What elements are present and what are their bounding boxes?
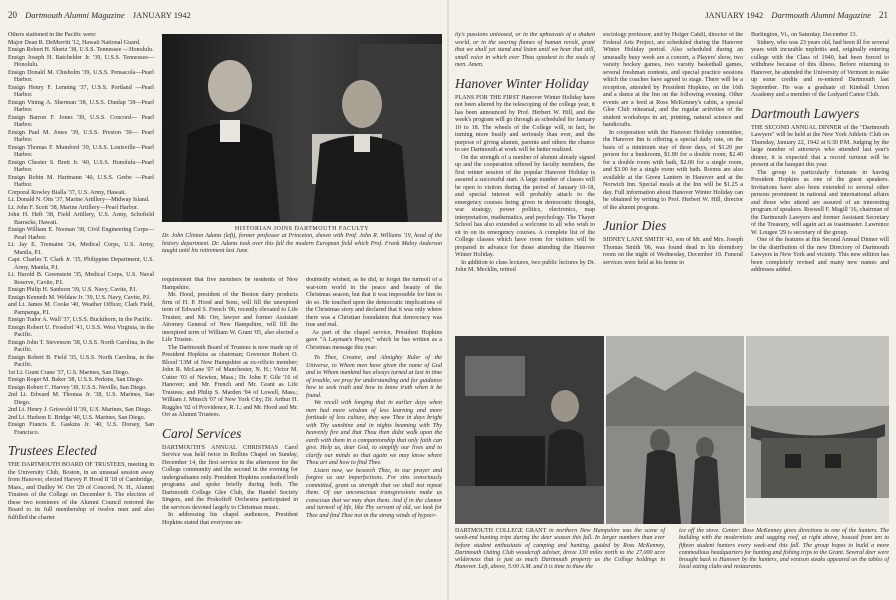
column-4 [455, 32, 595, 332]
list-item: Ensign Joseph H. Batchelder Jr. '39, U.S.S. Tennessee—Honolulu. [8, 54, 154, 68]
left-issue-date: JANUARY 1942 [132, 10, 191, 20]
list-item: Ensign Paul M. Jones '39, U.S.S. Preston '39— Pearl Harbor. [8, 129, 154, 143]
list-item: Major Dean R. DeMerritt '12, Hawaii National Guard. [8, 39, 141, 46]
faculty-photo [162, 34, 442, 222]
winter-text-5: In cooperation with the Hanover Holiday committee, the Hanover Inn is offering a special daily rate, on the basis of a minimum stay of three days, of $1.20 per person for a bunkroom, $1.80 for a double room, $2.40 for a double room with bath, $2.00 for a single room, and $3.00 for a single room with bath. Rooms are also available at the Green Lantern in Hanover and at the Norwich Inn. Special meals at the Inn will be $1.25 a day. Full information about Hanover Winter Holiday can be obtained by writing to Prof. Herbert W. Hill, director of the alumni program. [603, 129, 743, 211]
winter-holiday-heading: Hanover Winter Holiday [455, 75, 589, 91]
list-item: Ensign Roger M. Baker '38, U.S.S. Perkins, San Diego. [8, 377, 144, 383]
junior-dies-text: SIDNEY LANE SMITH '43, son of Mr. and Mrs. Joseph Thomas Smith '06, was found dead in his dormitory room on the night of Wednesday, December 10. Funeral services were held at his home in [603, 237, 743, 266]
prayer-verse-2: We recall with longing that in earlier days when men had more wisdom of less learning and more fortitude of less culture, they saw Thee in days bright with Thy sunshine and in nights beaming with Thy heavenly fire and that Thou then didst walk upon the earth with them in a companionship that only faith can give. Help us, dear God, to simplify our lives and to clarify our minds so that again we may know where Thou art and how to find Thee. [306, 400, 442, 466]
trustees-text: THE DARTMOUTH BOARD OF TRUSTEES, meeting in the University Club, Boston, in an unusual session away from Hanover, elected Harvey P. Hood II '18 of Cambridge, Mass., and Dudley W. Orr '29 of Concord, N. H., Alumni Trustees of the College on December 6. The election of these two nominees of the Alumni Council restored the Board to its full membership of twelve men and also fulfilled the charter [8, 462, 154, 521]
list-item: 2nd Lt. Henry J. Griswold II '39, U.S. Marines, San Diego. [8, 407, 152, 413]
right-page-header [705, 10, 888, 20]
list-item: Capt. Charles T. Clark Jr. '35, Philippine Department, U.S. Army, Manila, P.I. [8, 257, 154, 271]
list-item: Ensign Robert C. Harvey '38, U.S.S. Neville, San Diego. [8, 384, 147, 391]
column-3 [306, 277, 442, 598]
list-item: Ensign William E. Noonan '38, Civil Engineering Corps—Pearl Harbor. [8, 227, 154, 241]
winter-text-1: PLANS FOR THE FIRST Hanover Winter Holiday have not been altered by the telescoping of the college year, it has been announced by Prof. Herbert W. Hill, and the week's program will go through as scheduled for January 10 to 18. The wheels of the College will, in fact, be turning more busily and seriously than ever, and the purpose of giving alumni, parents and others the chance to see Dartmouth at work will be better realized. [455, 94, 595, 153]
list-item: 2nd Lt. Edward M. Thomas Jr. '38, U.S. Marines, San Diego. [8, 392, 154, 406]
list-item: Ensign Robert H. Shertz '38, U.S.S. Tennessee —Honolulu. [8, 47, 154, 53]
list-item: Ensign Philip H. Sanborn '39, U.S. Navy, Cavite, P.I. [8, 287, 138, 293]
list-item: and Lt. James M. Cooke '40, Weather Officer, Clark Field, Pampanga, P.I. [8, 302, 154, 316]
carol-text-3: doubtedly wished, as he did, to forget the turmoil of a war-torn world in the peace and beauty of the Christmas season, but that it was impossible for him to do so. He touched upon the democratic implications of the Christmas story and declared that it was only where there was a Christian foundation that democracy was true and real. [306, 277, 442, 328]
stationed-list [8, 40, 154, 438]
list-item: Lt. Donald N. Otis '37, Marine Artillery—Midway Island. [8, 197, 150, 203]
list-item: 1st Lt. Grant Crane '37, U.S. Marines, San Diego. [8, 369, 130, 376]
list-item: Ensign Robin M. Hartmann '40, U.S.S. Grebe —Pearl Harbor. [8, 174, 154, 188]
grant-caption-heading: DARTMOUTH COLLEGE GRANT [455, 528, 547, 534]
winter-text-4: sociology professor, and by Holger Cahill, director of the Federal Arts Project, are scheduled during the Hanover Winter Holiday period. Also scheduled during an unusually busy week are a concert, a Players' show, two varsity hockey games, two varsity basketball games, several freshman contests, and special practice sessions which the coaches have agreed to stage. There will be a reception, attended by President Hopkins, on the 16th and a dance at the Inn on the following evening. Other events are a feed at Ross McKenney's cabin, a special Glee Club rehearsal, and the regular activities of the student workshops in art, printing, natural science and handicrafts. [603, 32, 743, 128]
prayer-verse-3: Listen now, we beseech Thee, to our prayer and forgive us our imperfections. For sins consciously committed, grant us strength that we shall not repeat them. Of our unconscious transgressions make us conscious that we may shun them. And if in the clamor and turmoil of life, like Thy servant of old, we look for Thee and find Thee not in the strong winds of hypocr- [306, 467, 442, 519]
left-magazine-title: Dartmouth Alumni Magazine [25, 10, 125, 20]
list-item: Ensign Robert B. Field '35, U.S.S. North Carolina, in the Pacific. [8, 354, 154, 368]
trustees-cont-2: Mr. Hood, president of the Boston dairy products firm of H. P. Hood and Sons, will fill the unexpired term of Edward S. French '06, recently elevated to Life Trustee; and Mr. Orr, lawyer and former Assistant Attorney General of New Hampshire, will fill the unexpired term of William W. Grant '05, also elected a Life Trustee. [162, 292, 298, 343]
page-gutter [447, 0, 449, 600]
grant-caption-text-right: ice off the stove. Center: Ross McKenney gives directions to one of the hunters. The building with the modernistic and sagging roof, at right above, housed from ten to fifteen student hunters every week-end this fall. The group hopes to build a more commodious headquarters for hunting and fishing trips to the Grant. Several deer were brought back to Hanover by the hunters, and venison steaks appeared on the tables of local eating clubs and restaurants. [679, 528, 889, 571]
lawyers-text-1: THE SECOND ANNUAL DINNER of the "Dartmouth Lawyers" will be held at the New York Athletic Club on Thursday, January 22, 1942 at 6:30 P.M. Judging by the large number of attorneys who attended last year's dinner, it is expected that a record turnout will be present at the banquet this year. [751, 124, 889, 168]
right-issue-date: JANUARY 1942 [705, 10, 764, 20]
list-item: Corporal Rowley Bialla '37, U.S. Army, Hawaii. [8, 189, 126, 196]
left-page-number: 20 [8, 10, 17, 20]
list-item: Lt. Harold B. Greenstein '35, Medical Corps, U.S. Naval Reserve, Cavite, P.I. [8, 272, 154, 286]
junior-dies-heading: Junior Dies [603, 218, 667, 233]
list-item: John H. Heft '38, Field Artillery, U.S. Army, Schofield Barracks, Hawaii. [8, 212, 154, 226]
grant-caption-left [455, 528, 665, 596]
list-item: Ensign Donald M. Chisholm '39, U.S.S. Pensacola—Pearl Harbor. [8, 69, 154, 83]
prayer-verse-end: ity's passions unloosed, or in the upheavals of a shaken world, or in the searing flames of human revolt, grant that we shall yet stand and listen until we hear that still, small voice in which ever Thou speakest to the souls of men. Amen. [455, 32, 595, 68]
trustees-cont-1: requirement that five members be residents of New Hampshire. [162, 277, 298, 291]
laymans-prayer [306, 355, 442, 520]
column-2 [162, 277, 298, 598]
column-6 [751, 32, 889, 332]
college-grant-photo-image [455, 336, 889, 524]
prayer-verse-1: To Thee, Creator, and Almighty Ruler of the Universe, to Whom men have given the name of God and to Whom mankind has always turned at last in time of trouble, we pray for understanding and for guidance how to seek truth and how to know truth when it be found. [306, 355, 442, 399]
carol-text-1: DARTMOUTH'S ANNUAL CHRISTMAS Carol Service was held twice in Rollins Chapel on Sunday, December 14, the first service in the afternoon for the College community and the second in the evening for undergraduates only. President Hopkins conducted both programs and spoke briefly during both. The Dartmouth College Glee Club, the Handel Society Singers, and the Prokofieff Orchestra participated in the services devoted largely to Christmas music. [162, 444, 298, 511]
column-1 [8, 32, 154, 598]
list-item: Ensign Tudor A. Wall '37, U.S.S. Buckthorn, in the Pacific. [8, 317, 153, 323]
lawyers-text-3: One of the features at this Second Annual Dinner will be the distribution of the new Directory of Dartmouth Lawyers in New York and vicinity. This new edition has been completely revised and many new names and addresses added. [751, 237, 889, 273]
list-item: Ensign Chester S. Brett Jr. '40, U.S.S. Honolulu—Pearl Harbor. [8, 159, 154, 173]
list-item: 2nd Lt. Hudson E. Bridge '40, U.S. Marines, San Diego. [8, 414, 146, 421]
winter-text-3: In addition to class lectures, two public lectures by Dr. John M. Mecklin, retired [455, 259, 595, 273]
faculty-caption-heading: HISTORIAN JOINS DARTMOUTH FACULTY [234, 226, 370, 232]
list-item: Ensign Henry F. Lenning '37, U.S.S. Portland —Pearl Harbor. [8, 84, 154, 98]
left-page-header [8, 10, 197, 20]
winter-text-2: On the strength of a number of alumni already signed up and the cooperation offered by faculty members, the first winter session of the popular Hanover Holiday is assured a successful start. A large number of classes will be open to visitors during the period of January 10-18, and special interest will probably attach to the emergency courses being given in democratic thought, war strategy, power politics, electronics, map interpretation, mathematics, and psychology. The Thayer School has also extended a welcome to all who wish to sit in on its emergency courses. A complete list of the College classes which have room for visitors will be prepared in advance for those attending the Hanover Winter Holiday. [455, 154, 595, 258]
list-item: Ensign Francis E. Gaskins Jr. '40, U.S. Dorsey, San Francisco. [8, 422, 154, 436]
list-item: Lt. John F. Scott '38, Marine Artillery—Pearl Harbor. [8, 204, 139, 211]
right-page-number: 21 [879, 10, 888, 20]
junior-dies-cont-1: Burlington, Vt., on Saturday, December 13. [751, 32, 858, 38]
grant-caption-right [679, 528, 889, 596]
list-item: Ensign Vining A. Sherman '38, U.S.S. Dunlap '38—Pearl Harbor. [8, 99, 154, 113]
lawyers-text-2: The group is particularly fortunate in having President Hopkins as one of the guest speakers. Invitations have also been extended to several other persons prominent in national and international affairs and those who attend are assured of an interesting program of speakers. Roswell F. Magill '16, chairman of the Dartmouth Lawyers and former Assistant Secretary of the Treasury, will again act as toastmaster. Lawrence W. Lougee '29 is secretary of the group. [751, 169, 889, 236]
lawyers-heading: Dartmouth Lawyers [751, 105, 860, 121]
list-item: Ensign Kenneth M. Weldaw Jr. '39, U.S. Navy, Cavite, P.I. [8, 294, 151, 301]
list-item: Lt. Jay E. Tremaine '24, Medical Corps, U.S. Army, Manila, P.I. [8, 242, 154, 256]
list-item: Ensign Barron F. Jones '39, U.S.S. Concord— Pearl Harbor. [8, 114, 154, 128]
column-5 [603, 32, 743, 332]
faculty-photo-image [162, 34, 442, 222]
list-item: Ensign Thomas F. Mumford '39, U.S.S. Louisville—Pearl Harbor. [8, 144, 154, 158]
carol-heading: Carol Services [162, 425, 242, 441]
grant-caption-text-left: in northern New Hampshire was the scene of week-end hunting trips during the deer season this fall. In larger numbers than ever before student enthusiasts of camping and hunting, guided by Ross McKenney, Dartmouth Outing Club woodcraft adviser, drove 130 miles north to the 27,000 acre wilderness that is just as much Dartmouth property as the College holdings in Hanover. Left, above, 5:00 A.M. and it is time to thaw the [455, 528, 666, 571]
carol-text-4: As part of the chapel service, President Hopkins gave "A Layman's Prayer," which he has written as a Christmas message this year: [306, 329, 442, 351]
carol-text-2: In addressing his chapel audiences, President Hopkins stated that everyone un- [162, 512, 298, 526]
trustees-cont-3: The Dartmouth Board of Trustees is now made up of President Hopkins as chairman; Governor Robert O. Blood '13M of New Hampshire as ex-officio member; John R. McLane '07 of Manchester, N. H.; Victor M. Cutter '03 of Newton, Mass.; Dr. John F. Gile '16 of Hanover; and Mr. French and Mr. Grant as Life Trustees; and Philip S. Marden '94 of Lowell, Mass.; William J. Minsch '07 of New York City; Dr. Arthur H. Ruggles '02 of Providence, R. I.; and Mr. Hood and Mr. Orr as Alumni Trustees. [162, 344, 298, 418]
list-item: Ensign Robert U. Frosdorf '41, U.S.S. West Virginia, in the Pacific. [8, 324, 154, 338]
faculty-caption-text: Dr. John Clinton Adams (left), former professor at Princeton, shown with Prof. John R. Williams '19, head of the history department. Dr. Adams took over this fall the modern European field which Prof. Frank Maloy Anderson taught until his retirement last June. [162, 233, 442, 254]
stationed-intro: Others stationed in the Pacific were: [8, 32, 97, 38]
list-item: Ensign John T. Stevenson '38, U.S.S. North Carolina, in the Pacific. [8, 339, 154, 353]
college-grant-photos [455, 336, 889, 524]
trustees-heading: Trustees Elected [8, 443, 97, 458]
right-magazine-title: Dartmouth Alumni Magazine [771, 10, 871, 20]
junior-dies-cont-2: Sidney, who was 23 years old, had been ill for several years with incurable nephritis and, originally entering college with the Class of 1940, had been forced to withdraw because of this illness. Before returning to Hanover, he attended the University of Vermont to make up some credits and re-entered Dartmouth last September. He was a graduate of Kimball Union Academy and a member of the Ledyard Canoe Club. [751, 39, 889, 98]
prayer-continued [455, 32, 595, 70]
faculty-photo-caption [162, 226, 442, 272]
